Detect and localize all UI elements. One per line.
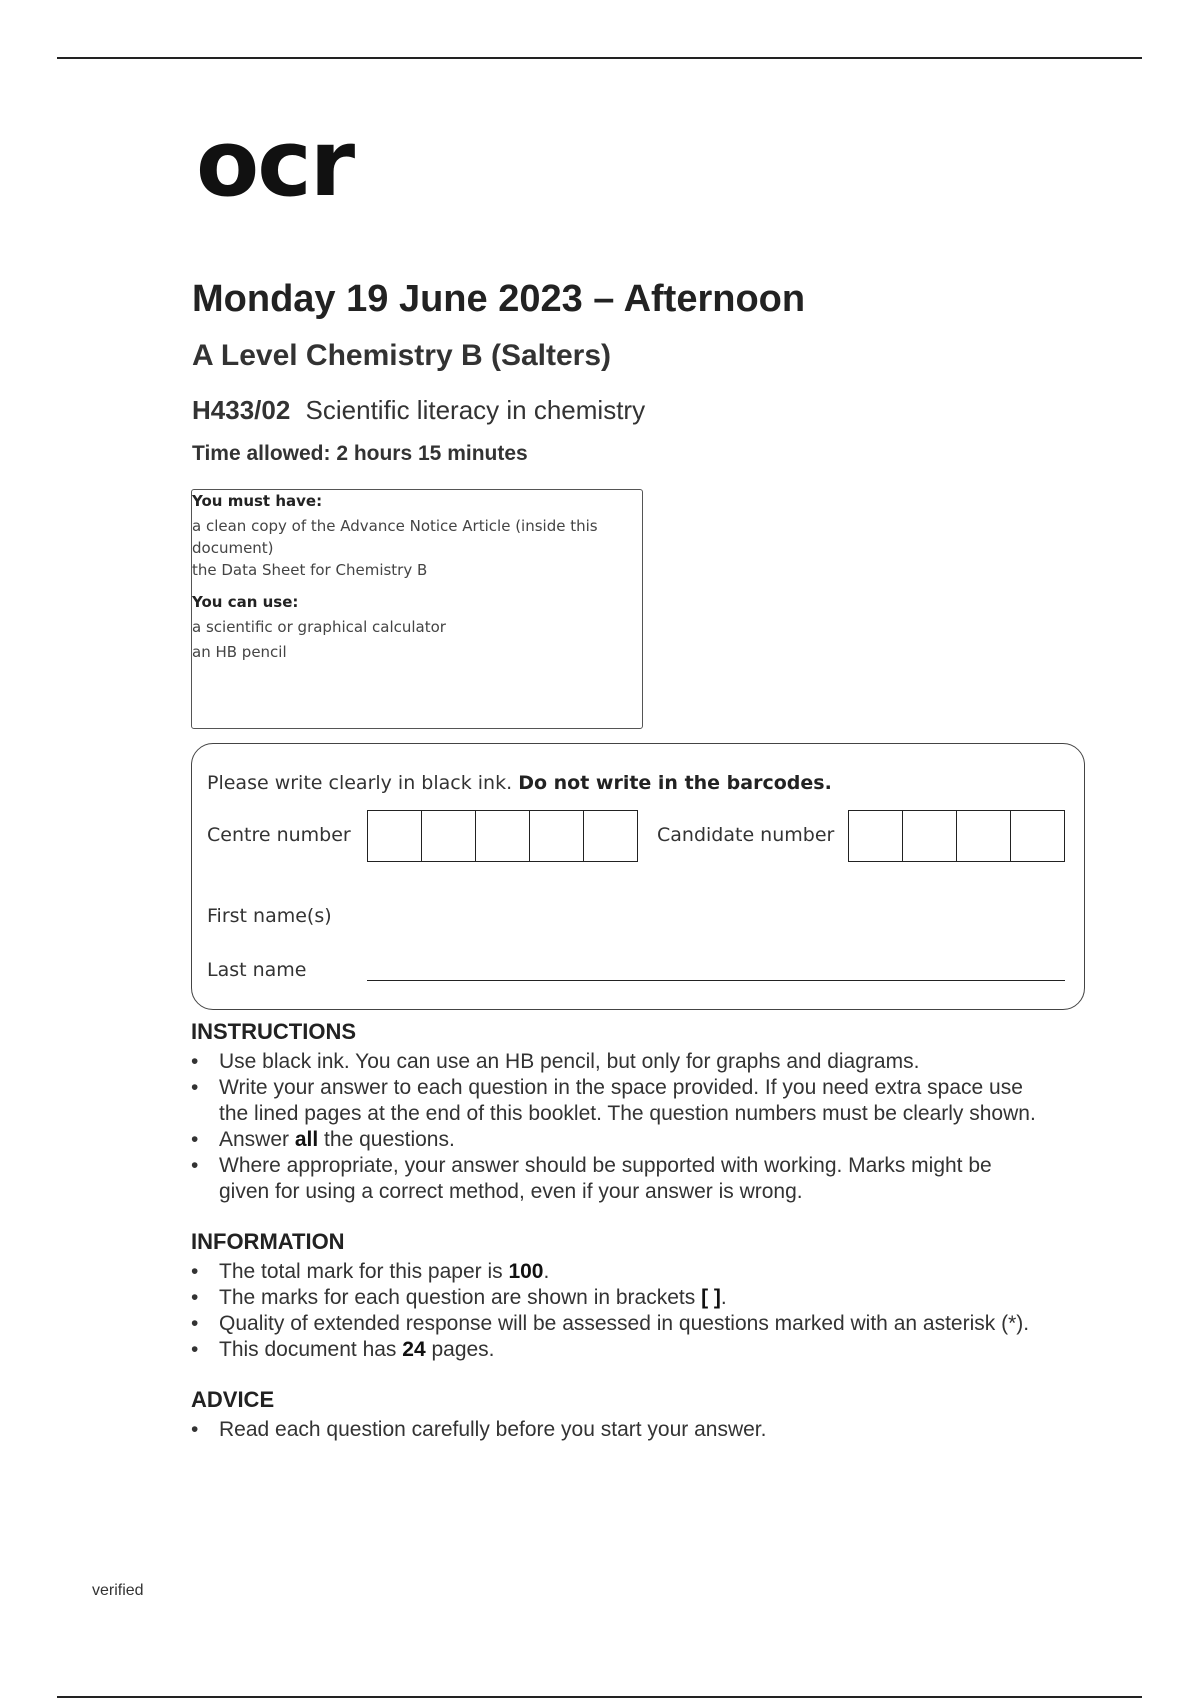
centre-number-label: Centre number (207, 824, 351, 846)
instruction-text: Where appropriate, your answer should be supported with working. Marks might be (219, 1154, 992, 1177)
instruction-text: the questions. (318, 1128, 455, 1151)
emphasis-all: all (294, 1128, 319, 1151)
candidate-number-label: Candidate number (657, 824, 835, 846)
list-item (191, 1311, 1111, 1337)
prompt-bold-text: Do not write in the barcodes. (518, 772, 832, 794)
information-text: Quality of extended response will be assessed in questions marked with an asterisk (*). (219, 1312, 1030, 1335)
information-list (191, 1259, 1111, 1363)
centre-digit-box[interactable] (530, 811, 584, 861)
bullet: • (191, 1128, 199, 1151)
candidate-digit-box[interactable] (1011, 811, 1064, 861)
bullet: • (191, 1154, 199, 1177)
write-clearly-prompt (207, 772, 832, 794)
total-mark: 100 (508, 1260, 544, 1283)
advice-heading: ADVICE (191, 1387, 275, 1412)
paper-code: H433/02 (192, 395, 291, 425)
bullet: • (191, 1050, 199, 1073)
must-have-item-continued: document) (192, 539, 274, 557)
last-name-label: Last name (207, 959, 307, 981)
can-use-item: a scientific or graphical calculator (192, 618, 446, 636)
advice-section (191, 1387, 1111, 1443)
bottom-rule (57, 1696, 1142, 1698)
information-text: pages. (425, 1338, 495, 1361)
candidate-digit-box[interactable] (957, 811, 1011, 861)
instructions-heading: INSTRUCTIONS (191, 1019, 356, 1044)
instructions-section (191, 1019, 1111, 1205)
ocr-logo: ocr (196, 110, 354, 217)
verified-label: verified (92, 1582, 144, 1599)
exam-date: Monday 19 June 2023 – Afternoon (192, 278, 806, 320)
instructions-list (191, 1049, 1111, 1205)
list-item (191, 1049, 1111, 1075)
list-item (191, 1417, 1111, 1443)
paper-title: Scientific literacy in chemistry (305, 395, 646, 425)
centre-digit-box[interactable] (476, 811, 530, 861)
bullet: • (191, 1418, 199, 1441)
can-use-heading: You can use: (192, 593, 299, 611)
last-name-field[interactable] (367, 980, 1065, 981)
centre-digit-box[interactable] (368, 811, 422, 861)
information-section (191, 1229, 1111, 1363)
instruction-text-continued: given for using a correct method, even if your answer is wrong. (219, 1180, 803, 1203)
candidate-number-field[interactable] (848, 810, 1065, 862)
brackets-symbol: [ ] (701, 1286, 721, 1309)
instruction-text-continued: the lined pages at the end of this booklet. The question numbers must be clearly shown. (219, 1102, 1036, 1125)
advice-text: Read each question carefully before you start your answer. (219, 1418, 767, 1441)
information-heading: INFORMATION (191, 1229, 345, 1254)
can-use-item: an HB pencil (192, 643, 287, 661)
instruction-text: Answer (219, 1128, 295, 1151)
bullet: • (191, 1338, 199, 1361)
page-count: 24 (402, 1338, 426, 1361)
must-have-heading: You must have: (192, 492, 323, 510)
list-item (191, 1153, 1111, 1205)
prompt-text: Please write clearly in black ink. (207, 772, 513, 794)
bullet: • (191, 1260, 199, 1283)
candidate-digit-box[interactable] (849, 811, 903, 861)
paper-code-line (192, 395, 645, 426)
first-name-field[interactable] (367, 894, 1065, 934)
information-text: The marks for each question are shown in brackets (219, 1286, 702, 1309)
time-allowed: Time allowed: 2 hours 15 minutes (192, 442, 528, 465)
instruction-text: Use black ink. You can use an HB pencil, but only for graphs and diagrams. (219, 1050, 920, 1073)
advice-list (191, 1417, 1111, 1443)
list-item (191, 1285, 1111, 1311)
information-text: . (720, 1286, 727, 1309)
list-item (191, 1075, 1111, 1127)
instruction-text: Write your answer to each question in the space provided. If you need extra space use (219, 1076, 1023, 1099)
list-item (191, 1337, 1111, 1363)
materials-box (191, 489, 643, 729)
centre-digit-box[interactable] (584, 811, 637, 861)
list-item (191, 1127, 1111, 1153)
centre-digit-box[interactable] (422, 811, 476, 861)
first-name-label: First name(s) (207, 905, 332, 927)
information-text: This document has (219, 1338, 403, 1361)
must-have-item: a clean copy of the Advance Notice Article (inside this (192, 517, 598, 535)
information-text: . (543, 1260, 550, 1283)
candidate-details-box (191, 743, 1085, 1010)
candidate-digit-box[interactable] (903, 811, 957, 861)
information-text: The total mark for this paper is (219, 1260, 509, 1283)
bullet: • (191, 1312, 199, 1335)
top-rule (57, 57, 1142, 59)
list-item (191, 1259, 1111, 1285)
bullet: • (191, 1286, 199, 1309)
centre-number-field[interactable] (367, 810, 638, 862)
must-have-item: the Data Sheet for Chemistry B (192, 561, 428, 579)
exam-subject: A Level Chemistry B (Salters) (192, 339, 612, 372)
bullet: • (191, 1076, 199, 1099)
